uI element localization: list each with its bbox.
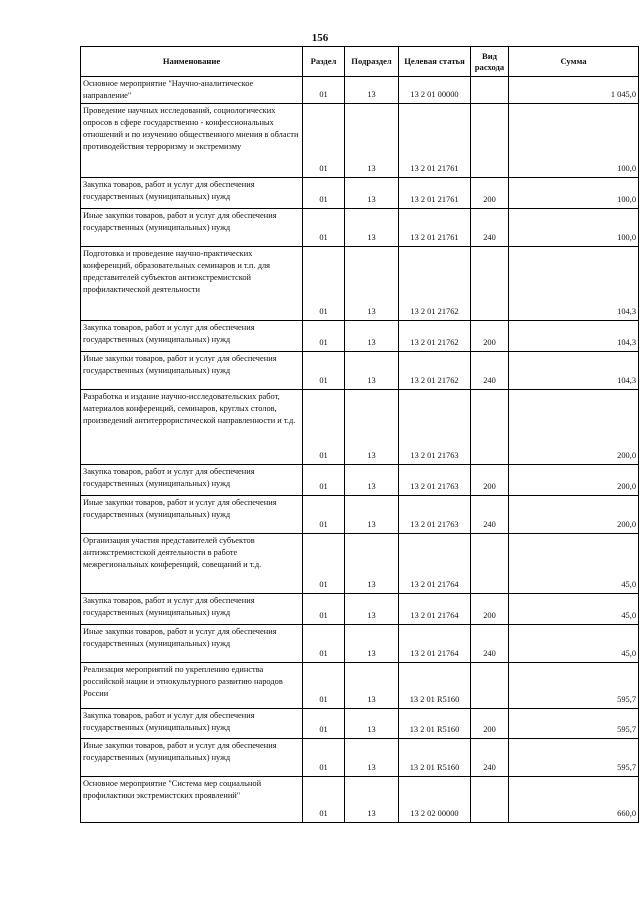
table-row	[81, 625, 639, 663]
cell-target: 13 2 01 21762	[399, 321, 471, 352]
row-name-text: Закупка товаров, работ и услуг для обеспечения государственных (муниципальных) нужд	[83, 467, 255, 488]
page-number: 156	[311, 32, 329, 44]
cell-section: 01	[303, 352, 345, 390]
header-subsection: Подраздел	[345, 47, 399, 77]
cell-target: 13 2 01 R5160	[399, 709, 471, 739]
cell-subsection: 13	[345, 390, 399, 465]
table-row	[81, 709, 639, 739]
cell-section: 01	[303, 709, 345, 739]
cell-name	[81, 625, 303, 663]
cell-name	[81, 104, 303, 178]
table-row	[81, 104, 639, 178]
cell-target: 13 2 01 21761	[399, 178, 471, 209]
cell-sum: 104,3	[509, 352, 639, 390]
cell-sum: 45,0	[509, 534, 639, 594]
cell-sum: 104,3	[509, 321, 639, 352]
cell-name	[81, 739, 303, 777]
table-header	[81, 47, 639, 77]
header-sum: Сумма	[509, 47, 639, 77]
table-row	[81, 739, 639, 777]
cell-subsection: 13	[345, 594, 399, 625]
table-row	[81, 178, 639, 209]
cell-name	[81, 77, 303, 104]
cell-subsection: 13	[345, 777, 399, 823]
table-row	[81, 352, 639, 390]
cell-type: 200	[471, 709, 509, 739]
cell-sum: 100,0	[509, 209, 639, 247]
cell-type	[471, 390, 509, 465]
cell-subsection: 13	[345, 321, 399, 352]
cell-type: 200	[471, 465, 509, 496]
cell-name	[81, 390, 303, 465]
cell-type: 240	[471, 209, 509, 247]
cell-subsection: 13	[345, 104, 399, 178]
cell-type: 200	[471, 178, 509, 209]
cell-sum: 1 045,0	[509, 77, 639, 104]
row-name-text: Иные закупки товаров, работ и услуг для обеспечения государственных (муниципальных) нужд	[83, 498, 277, 519]
cell-subsection: 13	[345, 178, 399, 209]
cell-subsection: 13	[345, 352, 399, 390]
cell-type	[471, 77, 509, 104]
cell-subsection: 13	[345, 496, 399, 534]
header-section: Раздел	[303, 47, 345, 77]
table-row	[81, 663, 639, 709]
cell-subsection: 13	[345, 625, 399, 663]
cell-section: 01	[303, 465, 345, 496]
cell-target: 13 2 01 21764	[399, 625, 471, 663]
cell-section: 01	[303, 534, 345, 594]
cell-type	[471, 534, 509, 594]
row-name-text: Закупка товаров, работ и услуг для обеспечения государственных (муниципальных) нужд	[83, 180, 255, 201]
cell-type: 240	[471, 739, 509, 777]
cell-subsection: 13	[345, 534, 399, 594]
cell-name	[81, 777, 303, 823]
cell-section: 01	[303, 663, 345, 709]
cell-target: 13 2 01 R5160	[399, 663, 471, 709]
row-name-text: Иные закупки товаров, работ и услуг для обеспечения государственных (муниципальных) нужд	[83, 211, 277, 232]
cell-type: 200	[471, 321, 509, 352]
cell-type: 200	[471, 594, 509, 625]
cell-target: 13 2 01 R5160	[399, 739, 471, 777]
cell-subsection: 13	[345, 465, 399, 496]
header-target: Целевая статья	[399, 47, 471, 77]
cell-subsection: 13	[345, 247, 399, 321]
cell-subsection: 13	[345, 739, 399, 777]
table-row	[81, 390, 639, 465]
row-name-text: Основное мероприятие "Система мер социальной профилактики экстремистских проявлений"	[83, 779, 262, 800]
cell-name	[81, 465, 303, 496]
cell-target: 13 2 01 00000	[399, 77, 471, 104]
cell-target: 13 2 01 21764	[399, 534, 471, 594]
row-name-text: Иные закупки товаров, работ и услуг для обеспечения государственных (муниципальных) нужд	[83, 741, 277, 762]
row-name-text: Иные закупки товаров, работ и услуг для обеспечения государственных (муниципальных) нужд	[83, 354, 277, 375]
cell-name	[81, 352, 303, 390]
table-row	[81, 209, 639, 247]
cell-target: 13 2 01 21761	[399, 209, 471, 247]
row-name-text: Организация участия представителей субъектов антиэкстремистской деятельности в работе межрегиональных конференций, совещаний и т.д.	[83, 536, 262, 569]
cell-section: 01	[303, 247, 345, 321]
cell-subsection: 13	[345, 209, 399, 247]
row-name-text: Разработка и издание научно-исследовательских работ, материалов конференций, семинаров, круглых столов, произведений антитеррористической направленности и т.д.	[83, 392, 296, 425]
row-name-text: Реализация мероприятий по укреплению единства российской нации и этнокультурного развитию народов России	[83, 665, 283, 698]
cell-sum: 200,0	[509, 465, 639, 496]
table-row	[81, 247, 639, 321]
cell-type: 240	[471, 625, 509, 663]
cell-sum: 100,0	[509, 178, 639, 209]
cell-section: 01	[303, 209, 345, 247]
cell-section: 01	[303, 104, 345, 178]
cell-target: 13 2 01 21762	[399, 247, 471, 321]
cell-name	[81, 178, 303, 209]
table-row	[81, 77, 639, 104]
cell-sum: 660,0	[509, 777, 639, 823]
row-name-text: Закупка товаров, работ и услуг для обеспечения государственных (муниципальных) нужд	[83, 596, 255, 617]
table-row	[81, 594, 639, 625]
cell-type: 240	[471, 352, 509, 390]
cell-name	[81, 709, 303, 739]
cell-name	[81, 594, 303, 625]
cell-section: 01	[303, 594, 345, 625]
header-type: Вид расхода	[471, 47, 509, 77]
header-row	[81, 47, 639, 77]
cell-subsection: 13	[345, 663, 399, 709]
cell-sum: 200,0	[509, 496, 639, 534]
cell-target: 13 2 01 21763	[399, 390, 471, 465]
cell-sum: 45,0	[509, 594, 639, 625]
cell-section: 01	[303, 390, 345, 465]
cell-name	[81, 209, 303, 247]
cell-section: 01	[303, 625, 345, 663]
cell-subsection: 13	[345, 77, 399, 104]
row-name-text: Закупка товаров, работ и услуг для обеспечения государственных (муниципальных) нужд	[83, 711, 255, 732]
cell-section: 01	[303, 739, 345, 777]
cell-sum: 595,7	[509, 709, 639, 739]
header-name: Наименование	[81, 47, 303, 77]
table-row	[81, 534, 639, 594]
cell-sum: 595,7	[509, 663, 639, 709]
cell-section: 01	[303, 321, 345, 352]
table-row	[81, 496, 639, 534]
cell-target: 13 2 01 21764	[399, 594, 471, 625]
cell-name	[81, 247, 303, 321]
cell-target: 13 2 01 21763	[399, 496, 471, 534]
cell-sum: 100,0	[509, 104, 639, 178]
cell-target: 13 2 01 21763	[399, 465, 471, 496]
cell-type	[471, 663, 509, 709]
cell-name	[81, 321, 303, 352]
cell-target: 13 2 02 00000	[399, 777, 471, 823]
budget-table	[80, 46, 639, 823]
row-name-text: Подготовка и проведение научно-практических конференций, образовательных семинаров и т.п. для представителей субъектов антиэкстремистской профилактической деятельности	[83, 249, 270, 294]
cell-name	[81, 496, 303, 534]
cell-type	[471, 104, 509, 178]
row-name-text: Иные закупки товаров, работ и услуг для обеспечения государственных (муниципальных) нужд	[83, 627, 277, 648]
row-name-text: Закупка товаров, работ и услуг для обеспечения государственных (муниципальных) нужд	[83, 323, 255, 344]
cell-target: 13 2 01 21761	[399, 104, 471, 178]
cell-sum: 104,3	[509, 247, 639, 321]
cell-sum: 595,7	[509, 739, 639, 777]
cell-type: 240	[471, 496, 509, 534]
cell-name	[81, 534, 303, 594]
cell-section: 01	[303, 77, 345, 104]
row-name-text: Основное мероприятие "Научно-аналитическое направление"	[83, 79, 254, 100]
table-row	[81, 777, 639, 823]
cell-type	[471, 777, 509, 823]
cell-target: 13 2 01 21762	[399, 352, 471, 390]
table-row	[81, 465, 639, 496]
cell-section: 01	[303, 496, 345, 534]
cell-subsection: 13	[345, 709, 399, 739]
table-body	[81, 77, 639, 823]
table-row	[81, 321, 639, 352]
cell-sum: 200,0	[509, 390, 639, 465]
cell-name	[81, 663, 303, 709]
cell-section: 01	[303, 777, 345, 823]
cell-type	[471, 247, 509, 321]
cell-section: 01	[303, 178, 345, 209]
cell-sum: 45,0	[509, 625, 639, 663]
row-name-text: Проведение научных исследований, социологических опросов в сфере государственно - конфессиональных отношений и по изучению общественного мнения в области противодействия терроризму и экстремизму	[83, 106, 299, 151]
